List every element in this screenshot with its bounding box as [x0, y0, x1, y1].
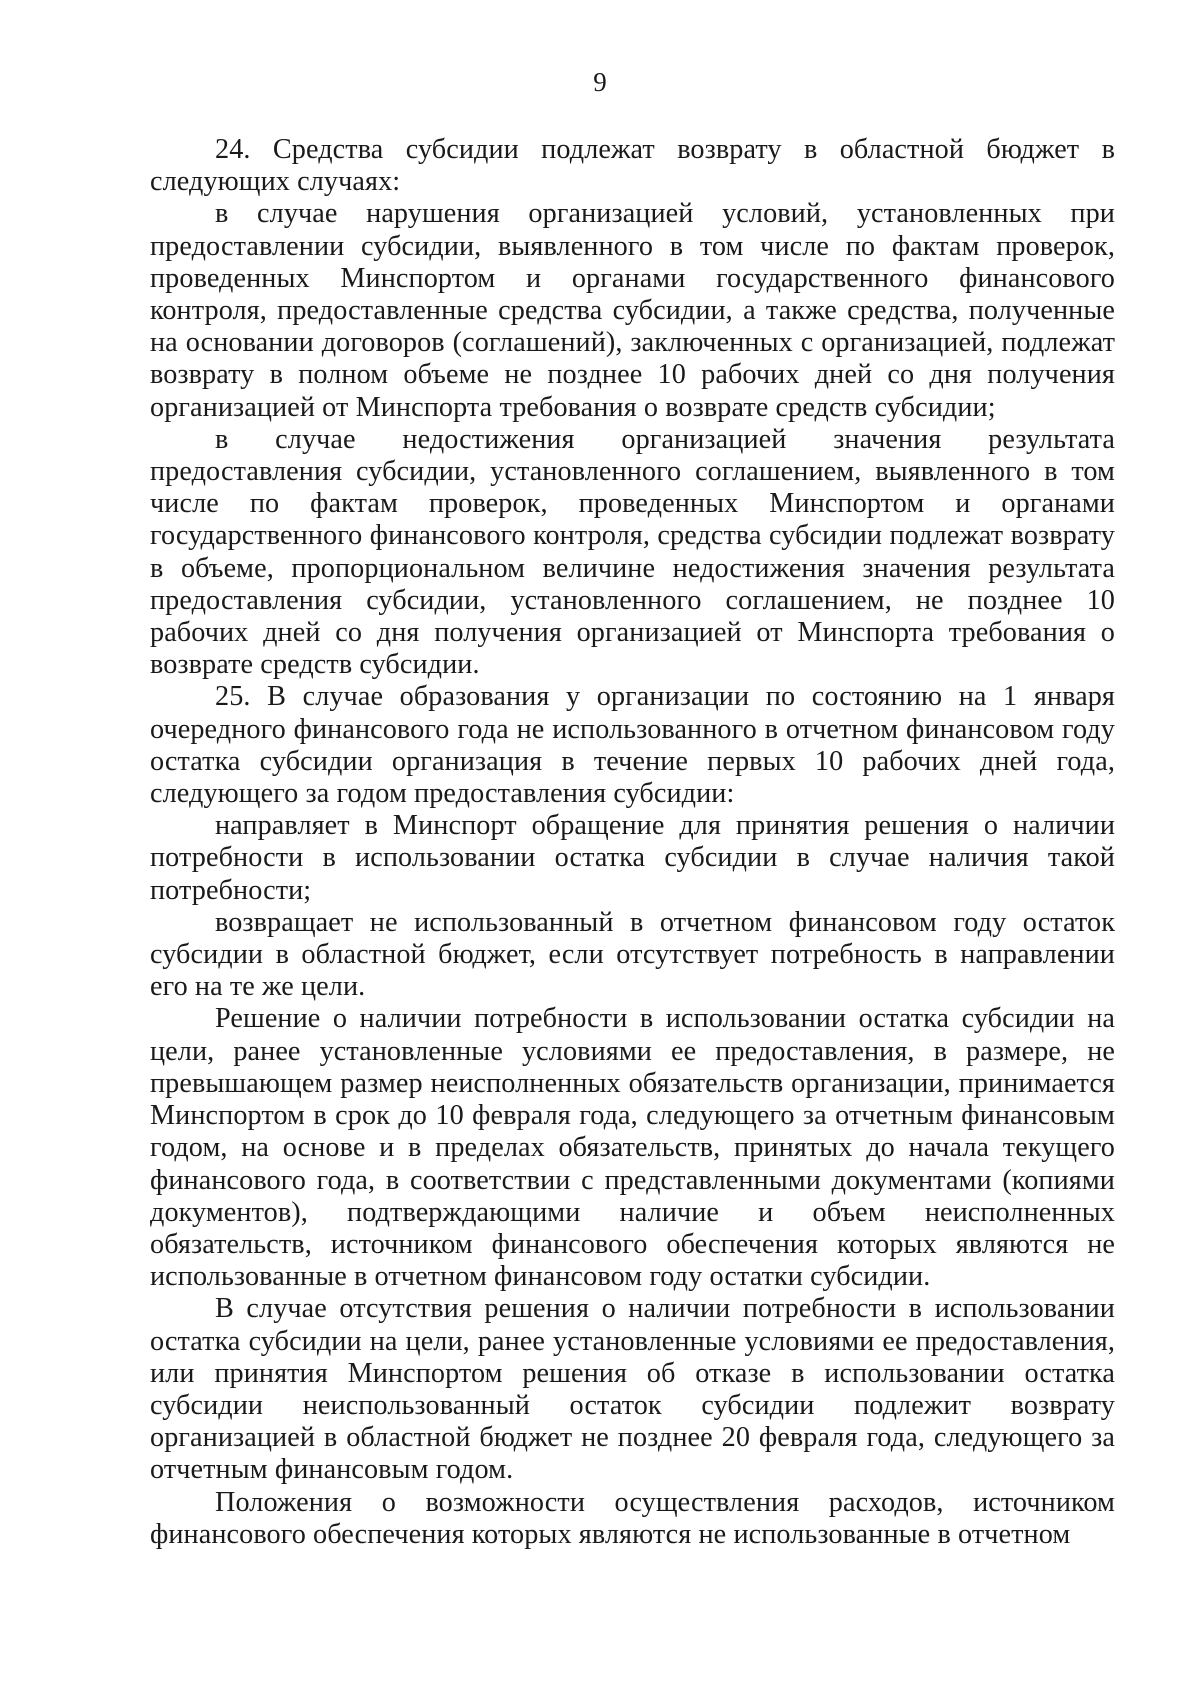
paragraph-decision-on-need: Решение о наличии потребности в использовании остатка субсидии на цели, ранее установленные условиями ее предоставления, в размере, не превышающем размер неисполненных обязательств организации, принимается Минспортом в срок до 10 февраля года, следующего за отчетным финансовым годом, на основе и в пределах обязательств, принятых до начала текущего финансового года, в соответствии с представленными документами (копиями документов), подтверждающими наличие и объем неисполненных обязательств, источником финансового обеспечения которых являются не использованные в отчетном финансовом году остатки субсидии.	[150, 1003, 1115, 1293]
paragraph-no-decision-case: В случае отсутствия решения о наличии потребности в использовании остатка субсидии на цели, ранее установленные условиями ее предоставления, или принятия Минспортом решения об отказе в использовании остатка субсидии неиспользованный остаток субсидии подлежит возврату организацией в областной бюджет не позднее 20 февраля года, следующего за отчетным финансовым годом.	[150, 1293, 1115, 1486]
paragraph-24-intro: 24. Средства субсидии подлежат возврату в областной бюджет в следующих случаях:	[150, 134, 1115, 198]
paragraph-result-not-achieved-case: в случае недостижения организацией значения результата предоставления субсидии, установленного соглашением, выявленного в том числе по фактам проверок, проведенных Минспортом и органами государственного финансового контроля, средства субсидии подлежат возврату в объеме, пропорциональном величине недостижения значения результата предоставления субсидии, установленного соглашением, не позднее 10 рабочих дней со дня получения организацией от Минспорта требования о возврате средств субсидии.	[150, 423, 1115, 681]
paragraph-sends-request: направляет в Минспорт обращение для принятия решения о наличии потребности в использовании остатка субсидии в случае наличия такой потребности;	[150, 810, 1115, 906]
document-body	[150, 134, 1115, 1551]
paragraph-returns-balance: возвращает не использованный в отчетном финансовом году остаток субсидии в областной бюджет, если отсутствует потребность в направлении его на те же цели.	[150, 906, 1115, 1003]
paragraph-25-intro: 25. В случае образования у организации по состоянию на 1 января очередного финансового года не использованного в отчетном финансовом году остатка субсидии организация в течение первых 10 рабочих дней года, следующего за годом предоставления субсидии:	[150, 681, 1115, 810]
page-number: 9	[593, 67, 607, 97]
paragraph-provisions: Положения о возможности осуществления расходов, источником финансового обеспечения которых являются не использованные в отчетном	[150, 1486, 1115, 1550]
paragraph-violation-case: в случае нарушения организацией условий, установленных при предоставлении субсидии, выявленного в том числе по фактам проверок, проведенных Минспортом и органами государственного финансового контроля, предоставленные средства субсидии, а также средства, полученные на основании договоров (соглашений), заключенных с организацией, подлежат возврату в полном объеме не позднее 10 рабочих дней со дня получения организацией от Минспорта требования о возврате средств субсидии;	[150, 198, 1115, 423]
